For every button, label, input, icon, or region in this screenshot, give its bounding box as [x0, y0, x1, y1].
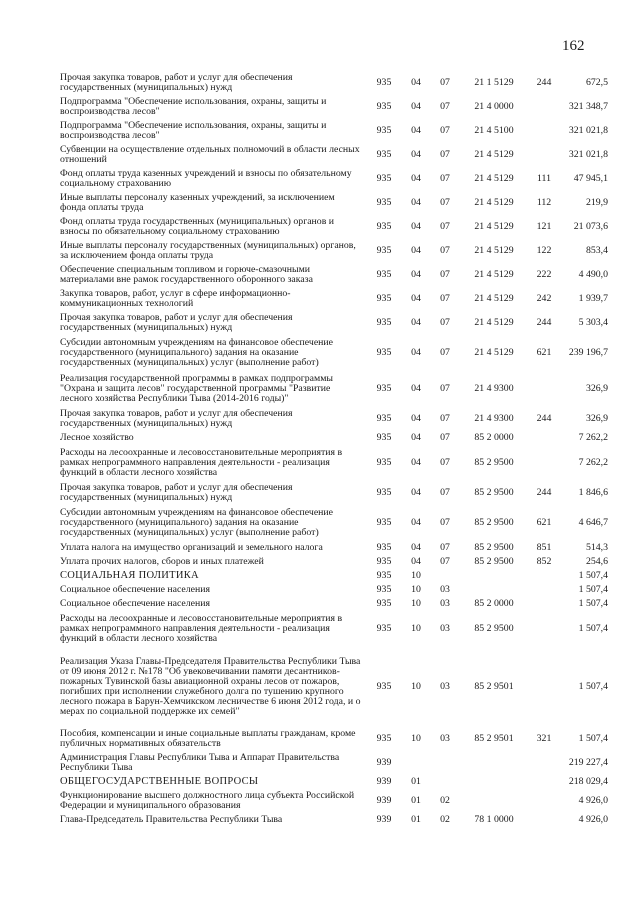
row-expense-type-code — [528, 647, 560, 727]
row-section-code: 04 — [411, 542, 421, 553]
table-row — [60, 191, 608, 215]
row-grbs-code: 935 — [376, 413, 392, 424]
row-grbs-code: 935 — [376, 570, 392, 581]
row-amount: 21 073,6 — [573, 221, 608, 232]
row-section-code: 04 — [411, 101, 421, 112]
row-amount: 254,6 — [585, 556, 608, 567]
row-target-article-code: 21 4 5100 — [474, 125, 514, 136]
row-amount: 7 262,2 — [578, 457, 608, 468]
row-amount: 321 021,8 — [568, 125, 608, 136]
row-amount: 321 021,8 — [568, 149, 608, 160]
row-name: Функционирование высшего должностного лица субъекта Российской Федерации и муниципального образования — [60, 790, 355, 811]
row-name: Фонд оплаты труда казенных учреждений и взносы по обязательному социальному страхованию — [60, 168, 352, 189]
row-section-code: 10 — [411, 584, 421, 595]
row-target-article-code: 85 2 9500 — [474, 556, 514, 567]
page-number: 162 — [562, 38, 585, 54]
row-name: Прочая закупка товаров, работ и услуг для обеспечения государственных (муниципальных) нужд — [60, 312, 293, 333]
row-grbs-code: 935 — [376, 317, 392, 328]
row-expense-type-code — [528, 611, 560, 647]
row-subsection-code: 07 — [440, 432, 450, 443]
row-target-article-code: 21 4 5129 — [474, 269, 514, 280]
row-name: Фонд оплаты труда государственных (муниципальных) органов и взносы по обязательному социальному страхованию — [60, 216, 335, 237]
row-name: СОЦИАЛЬНАЯ ПОЛИТИКА — [60, 570, 199, 581]
row-target-article-code: 21 4 5129 — [474, 347, 514, 358]
row-target-article-code: 85 2 9500 — [474, 457, 514, 468]
row-amount: 5 303,4 — [578, 317, 608, 328]
row-grbs-code: 935 — [376, 457, 392, 468]
row-grbs-code: 935 — [376, 556, 392, 567]
row-expense-type-code — [528, 583, 560, 597]
table-row — [60, 95, 608, 119]
table-row — [60, 727, 608, 751]
row-section-code: 04 — [411, 173, 421, 184]
row-target-article-code — [460, 775, 528, 789]
row-name: Расходы на лесоохранные и лесовосстановительные мероприятия в рамках непрограммного направления деятельности - реализация функций в области лесного хозяйства — [60, 447, 343, 478]
row-section-code: 01 — [411, 814, 421, 825]
row-grbs-code: 939 — [376, 757, 392, 768]
row-section-code: 10 — [411, 570, 421, 581]
row-name: Обеспечение специальным топливом и горюче-смазочными материалами вне рамок государственного оборонного заказа — [60, 264, 313, 285]
row-subsection-code: 02 — [440, 814, 450, 825]
table-row — [60, 813, 608, 827]
table-row — [60, 445, 608, 481]
row-subsection-code: 07 — [440, 487, 450, 498]
table-row — [60, 481, 608, 505]
row-expense-type-code — [528, 371, 560, 407]
row-grbs-code: 935 — [376, 197, 392, 208]
row-amount: 47 945,1 — [573, 173, 608, 184]
table-row — [60, 239, 608, 263]
row-grbs-code: 935 — [376, 77, 392, 88]
row-expense-type-code — [528, 751, 560, 775]
row-name: Лесное хозяйство — [60, 432, 134, 443]
row-amount: 321 348,7 — [568, 101, 608, 112]
row-section-code: 10 — [411, 598, 421, 609]
row-section-code: 04 — [411, 221, 421, 232]
row-name: Администрация Главы Республики Тыва и Аппарат Правительства Республики Тыва — [60, 752, 340, 773]
table-row — [60, 215, 608, 239]
row-expense-type-code: 121 — [536, 221, 552, 232]
row-target-article-code: 85 2 9500 — [474, 623, 514, 634]
row-amount: 4 926,0 — [578, 814, 608, 825]
row-grbs-code: 935 — [376, 383, 392, 394]
row-grbs-code: 935 — [376, 347, 392, 358]
row-name: Закупка товаров, работ, услуг в сфере информационно-коммуникационных технологий — [60, 288, 291, 309]
row-subsection-code: 07 — [440, 125, 450, 136]
row-subsection-code: 02 — [440, 795, 450, 806]
row-target-article-code — [460, 583, 528, 597]
row-expense-type-code: 244 — [536, 317, 552, 328]
row-subsection-code: 03 — [440, 623, 450, 634]
row-amount: 7 262,2 — [578, 432, 608, 443]
row-grbs-code: 935 — [376, 681, 392, 692]
row-amount: 1 507,4 — [578, 733, 608, 744]
row-grbs-code: 935 — [376, 542, 392, 553]
row-grbs-code: 935 — [376, 623, 392, 634]
table-row — [60, 583, 608, 597]
row-section-code: 04 — [411, 457, 421, 468]
row-name: Расходы на лесоохранные и лесовосстановительные мероприятия в рамках непрограммного направления деятельности - реализация функций в области лесного хозяйства — [60, 613, 343, 644]
row-subsection-code: 03 — [440, 584, 450, 595]
table-row — [60, 611, 608, 647]
row-subsection-code: 07 — [440, 317, 450, 328]
row-expense-type-code — [528, 789, 560, 813]
row-target-article-code: 21 4 5129 — [474, 149, 514, 160]
row-name: ОБЩЕГОСУДАРСТВЕННЫЕ ВОПРОСЫ — [60, 776, 259, 787]
row-target-article-code — [460, 751, 528, 775]
row-amount: 239 196,7 — [568, 347, 608, 358]
row-grbs-code: 935 — [376, 125, 392, 136]
row-target-article-code: 21 4 0000 — [474, 101, 514, 112]
row-expense-type-code: 122 — [536, 245, 552, 256]
row-amount: 514,3 — [585, 542, 608, 553]
row-section-code: 04 — [411, 413, 421, 424]
row-section-code — [402, 751, 430, 775]
table-row — [60, 167, 608, 191]
row-name: Уплата прочих налогов, сборов и иных платежей — [60, 556, 264, 567]
table-row — [60, 569, 608, 583]
row-subsection-code: 07 — [440, 197, 450, 208]
row-section-code: 04 — [411, 487, 421, 498]
row-amount: 1 507,4 — [578, 681, 608, 692]
row-expense-type-code: 244 — [536, 413, 552, 424]
row-subsection-code — [430, 569, 460, 583]
row-target-article-code: 85 2 9501 — [474, 681, 514, 692]
row-subsection-code: 07 — [440, 77, 450, 88]
row-amount: 1 846,6 — [578, 487, 608, 498]
row-grbs-code: 935 — [376, 269, 392, 280]
row-subsection-code: 07 — [440, 245, 450, 256]
table-row — [60, 263, 608, 287]
row-target-article-code: 21 4 9300 — [474, 383, 514, 394]
row-name: Прочая закупка товаров, работ и услуг для обеспечения государственных (муниципальных) нужд — [60, 408, 293, 429]
row-name: Иные выплаты персоналу государственных (муниципальных) органов, за исключением фонда оплаты труда — [60, 240, 356, 261]
row-expense-type-code: 621 — [536, 517, 552, 528]
row-expense-type-code — [528, 143, 560, 167]
row-subsection-code: 07 — [440, 413, 450, 424]
row-expense-type-code: 621 — [536, 347, 552, 358]
row-subsection-code: 03 — [440, 733, 450, 744]
row-grbs-code: 939 — [376, 814, 392, 825]
row-amount: 326,9 — [585, 413, 608, 424]
table-row — [60, 431, 608, 445]
row-target-article-code: 21 4 5129 — [474, 317, 514, 328]
row-name: Реализация государственной программы в рамках подпрограммы "Охрана и защита лесов" государственной программы "Развитие лесного хозяйства Республики Тыва (2014-2016 годы)" — [60, 373, 333, 404]
row-target-article-code: 21 4 5129 — [474, 197, 514, 208]
row-amount: 672,5 — [585, 77, 608, 88]
row-expense-type-code — [528, 775, 560, 789]
row-name: Субвенции на осуществление отдельных полномочий в области лесных отношений — [60, 144, 360, 165]
row-grbs-code: 935 — [376, 245, 392, 256]
row-expense-type-code: 111 — [537, 173, 551, 184]
row-section-code: 04 — [411, 197, 421, 208]
row-section-code: 10 — [411, 623, 421, 634]
row-name: Уплата налога на имущество организаций и земельного налога — [60, 542, 323, 553]
row-amount: 1 507,4 — [578, 584, 608, 595]
row-target-article-code: 21 4 9300 — [474, 413, 514, 424]
row-target-article-code: 85 2 9500 — [474, 517, 514, 528]
table-row — [60, 311, 608, 335]
row-subsection-code: 07 — [440, 517, 450, 528]
table-row — [60, 119, 608, 143]
row-expense-type-code — [528, 569, 560, 583]
row-amount: 1 507,4 — [578, 623, 608, 634]
row-name: Социальное обеспечение населения — [60, 598, 211, 609]
row-subsection-code: 03 — [440, 681, 450, 692]
row-section-code: 04 — [411, 293, 421, 304]
row-section-code: 04 — [411, 317, 421, 328]
row-subsection-code — [430, 775, 460, 789]
row-section-code: 01 — [411, 795, 421, 806]
row-section-code: 10 — [411, 681, 421, 692]
row-subsection-code: 07 — [440, 173, 450, 184]
row-subsection-code: 07 — [440, 221, 450, 232]
table-row — [60, 775, 608, 789]
row-amount: 4 926,0 — [578, 795, 608, 806]
row-amount: 1 939,7 — [578, 293, 608, 304]
row-subsection-code: 07 — [440, 542, 450, 553]
row-section-code: 04 — [411, 432, 421, 443]
table-row — [60, 505, 608, 541]
row-expense-type-code — [528, 597, 560, 611]
row-subsection-code: 07 — [440, 457, 450, 468]
row-target-article-code: 85 2 0000 — [474, 598, 514, 609]
row-section-code: 10 — [411, 733, 421, 744]
row-target-article-code — [460, 569, 528, 583]
row-expense-type-code: 244 — [536, 487, 552, 498]
row-name: Субсидии автономным учреждениям на финансовое обеспечение государственного (муниципального) задания на оказание государственных (муниципальных) услуг (выполнение работ) — [60, 507, 334, 538]
row-grbs-code: 935 — [376, 598, 392, 609]
row-name: Иные выплаты персоналу казенных учреждений, за исключением фонда оплаты труда — [60, 192, 335, 213]
row-section-code: 04 — [411, 149, 421, 160]
table-row — [60, 71, 608, 95]
row-expense-type-code: 222 — [536, 269, 552, 280]
row-subsection-code — [430, 751, 460, 775]
row-name: Реализация Указа Главы-Председателя Правительства Республики Тыва от 09 июня 2012 г. №178 "Об увековечивании памяти десантников-пожарных Тувинской базы авиационной охраны лесов от пожаров, погибших при исполнении служебного долга по тушению крупного лесного пожара в Барун-Хемчикском лесничестве 6 июня 2012 года, и о мерах по социальной поддержке их семей" — [60, 656, 361, 717]
row-section-code: 04 — [411, 269, 421, 280]
row-amount: 218 029,4 — [568, 776, 608, 787]
row-section-code: 01 — [411, 776, 421, 787]
row-grbs-code: 935 — [376, 101, 392, 112]
row-grbs-code: 939 — [376, 776, 392, 787]
row-target-article-code: 21 4 5129 — [474, 173, 514, 184]
row-expense-type-code — [528, 431, 560, 445]
row-subsection-code: 07 — [440, 347, 450, 358]
row-subsection-code: 07 — [440, 149, 450, 160]
row-subsection-code: 07 — [440, 269, 450, 280]
row-grbs-code: 935 — [376, 149, 392, 160]
row-amount: 853,4 — [585, 245, 608, 256]
table-row — [60, 789, 608, 813]
row-expense-type-code — [528, 95, 560, 119]
row-grbs-code: 935 — [376, 293, 392, 304]
row-expense-type-code — [528, 445, 560, 481]
row-section-code: 04 — [411, 517, 421, 528]
table-row — [60, 371, 608, 407]
row-amount: 326,9 — [585, 383, 608, 394]
row-target-article-code: 85 2 9500 — [474, 487, 514, 498]
table-row — [60, 751, 608, 775]
row-name: Прочая закупка товаров, работ и услуг для обеспечения государственных (муниципальных) нужд — [60, 482, 293, 503]
row-subsection-code: 07 — [440, 383, 450, 394]
row-expense-type-code: 242 — [536, 293, 552, 304]
row-name: Пособия, компенсации и иные социальные выплаты гражданам, кроме публичных нормативных обязательств — [60, 728, 356, 749]
row-section-code: 04 — [411, 556, 421, 567]
row-target-article-code: 85 2 9501 — [474, 733, 514, 744]
row-target-article-code: 85 2 0000 — [474, 432, 514, 443]
budget-table-body — [60, 71, 608, 827]
row-target-article-code: 21 4 5129 — [474, 293, 514, 304]
row-grbs-code: 935 — [376, 733, 392, 744]
table-row — [60, 335, 608, 371]
row-amount: 219,9 — [585, 197, 608, 208]
table-row — [60, 143, 608, 167]
row-target-article-code: 21 1 5129 — [474, 77, 514, 88]
row-grbs-code: 935 — [376, 487, 392, 498]
budget-table — [60, 71, 608, 827]
row-name: Прочая закупка товаров, работ и услуг для обеспечения государственных (муниципальных) нужд — [60, 72, 293, 93]
table-row — [60, 597, 608, 611]
table-row — [60, 287, 608, 311]
table-row — [60, 541, 608, 555]
row-grbs-code: 935 — [376, 173, 392, 184]
row-grbs-code: 935 — [376, 517, 392, 528]
row-section-code: 04 — [411, 347, 421, 358]
row-name: Подпрограмма "Обеспечение использования, охраны, защиты и воспроизводства лесов" — [60, 120, 327, 141]
table-row — [60, 407, 608, 431]
row-expense-type-code: 321 — [536, 733, 552, 744]
row-amount: 1 507,4 — [578, 570, 608, 581]
row-section-code: 04 — [411, 125, 421, 136]
row-expense-type-code: 852 — [536, 556, 552, 567]
row-target-article-code: 78 1 0000 — [474, 814, 514, 825]
row-expense-type-code — [528, 813, 560, 827]
row-section-code: 04 — [411, 77, 421, 88]
row-amount: 4 490,0 — [578, 269, 608, 280]
row-section-code: 04 — [411, 383, 421, 394]
row-grbs-code: 935 — [376, 432, 392, 443]
row-section-code: 04 — [411, 245, 421, 256]
row-name: Социальное обеспечение населения — [60, 584, 211, 595]
row-expense-type-code: 851 — [536, 542, 552, 553]
row-target-article-code: 21 4 5129 — [474, 245, 514, 256]
row-amount: 1 507,4 — [578, 598, 608, 609]
row-name: Субсидии автономным учреждениям на финансовое обеспечение государственного (муниципального) задания на оказание государственных (муниципальных) услуг (выполнение работ) — [60, 337, 334, 368]
row-subsection-code: 03 — [440, 598, 450, 609]
row-target-article-code — [460, 789, 528, 813]
row-name: Глава-Председатель Правительства Республики Тыва — [60, 814, 283, 825]
row-subsection-code: 07 — [440, 556, 450, 567]
row-subsection-code: 07 — [440, 293, 450, 304]
row-expense-type-code: 244 — [536, 77, 552, 88]
row-amount: 219 227,4 — [568, 757, 608, 768]
row-target-article-code: 85 2 9500 — [474, 542, 514, 553]
row-expense-type-code — [528, 119, 560, 143]
table-row — [60, 647, 608, 727]
row-grbs-code: 935 — [376, 221, 392, 232]
row-target-article-code: 21 4 5129 — [474, 221, 514, 232]
row-grbs-code: 939 — [376, 795, 392, 806]
row-subsection-code: 07 — [440, 101, 450, 112]
table-row — [60, 555, 608, 569]
row-name: Подпрограмма "Обеспечение использования, охраны, защиты и воспроизводства лесов" — [60, 96, 327, 117]
row-grbs-code: 935 — [376, 584, 392, 595]
row-expense-type-code: 112 — [536, 197, 552, 208]
row-amount: 4 646,7 — [578, 517, 608, 528]
